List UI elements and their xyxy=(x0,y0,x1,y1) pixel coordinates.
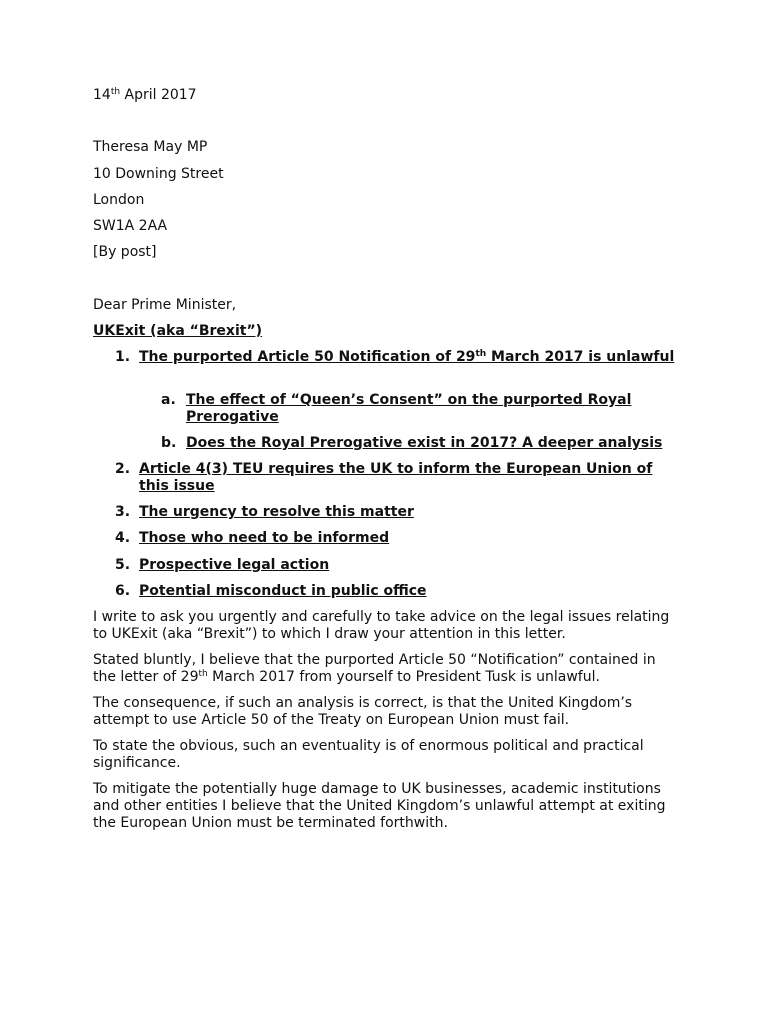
list-number: 1. xyxy=(115,349,131,365)
recipient-postcode: SW1A 2AA xyxy=(93,218,168,234)
list-number: 2. xyxy=(115,461,131,477)
list-text: Those who need to be informed xyxy=(139,530,390,546)
list-number: b. xyxy=(161,435,177,451)
list-number: 5. xyxy=(115,557,131,573)
list-text: Article 4(3) TEU requires the UK to inform the European Union of this issue xyxy=(139,461,653,494)
list-number: 4. xyxy=(115,530,131,546)
list-text: The effect of “Queen’s Consent” on the purported Royal Prerogative xyxy=(186,392,632,425)
salutation: Dear Prime Minister, xyxy=(93,297,237,313)
list-number: 3. xyxy=(115,504,131,520)
recipient-name: Theresa May MP xyxy=(93,139,208,155)
recipient-city: London xyxy=(93,192,145,208)
body-paragraph: To mitigate the potentially huge damage to UK businesses, academic institutions and other entities I believe that the United Kingdom’s unlawful attempt at exiting the European Union must be terminated forthwith. xyxy=(93,781,666,831)
body-paragraph: I write to ask you urgently and carefully to take advice on the legal issues relating to UKExit (aka “Brexit”) to which I draw your attention in this letter. xyxy=(93,609,670,642)
delivery-method: [By post] xyxy=(93,244,157,260)
list-text: Does the Royal Prerogative exist in 2017? A deeper analysis xyxy=(186,435,663,451)
body-paragraph: To state the obvious, such an eventuality is of enormous political and practical significance. xyxy=(93,738,644,771)
list-text: The urgency to resolve this matter xyxy=(139,504,414,520)
subject-heading: UKExit (aka “Brexit”) xyxy=(93,323,263,339)
body-paragraph: The consequence, if such an analysis is correct, is that the United Kingdom’s attempt to use Article 50 of the Treaty on European Union must fail. xyxy=(93,695,633,728)
list-number: 6. xyxy=(115,583,131,599)
list-text: The purported Article 50 Notification of 29th March 2017 is unlawful xyxy=(139,349,675,365)
body-paragraph: Stated bluntly, I believe that the purported Article 50 “Notification” contained in the letter of 29th March 2017 from yourself to President Tusk is unlawful. xyxy=(93,652,656,685)
recipient-street: 10 Downing Street xyxy=(93,166,224,182)
letter-date: 14th April 2017 xyxy=(93,87,197,103)
list-number: a. xyxy=(161,392,176,408)
list-text: Potential misconduct in public office xyxy=(139,583,427,599)
list-text: Prospective legal action xyxy=(139,557,330,573)
